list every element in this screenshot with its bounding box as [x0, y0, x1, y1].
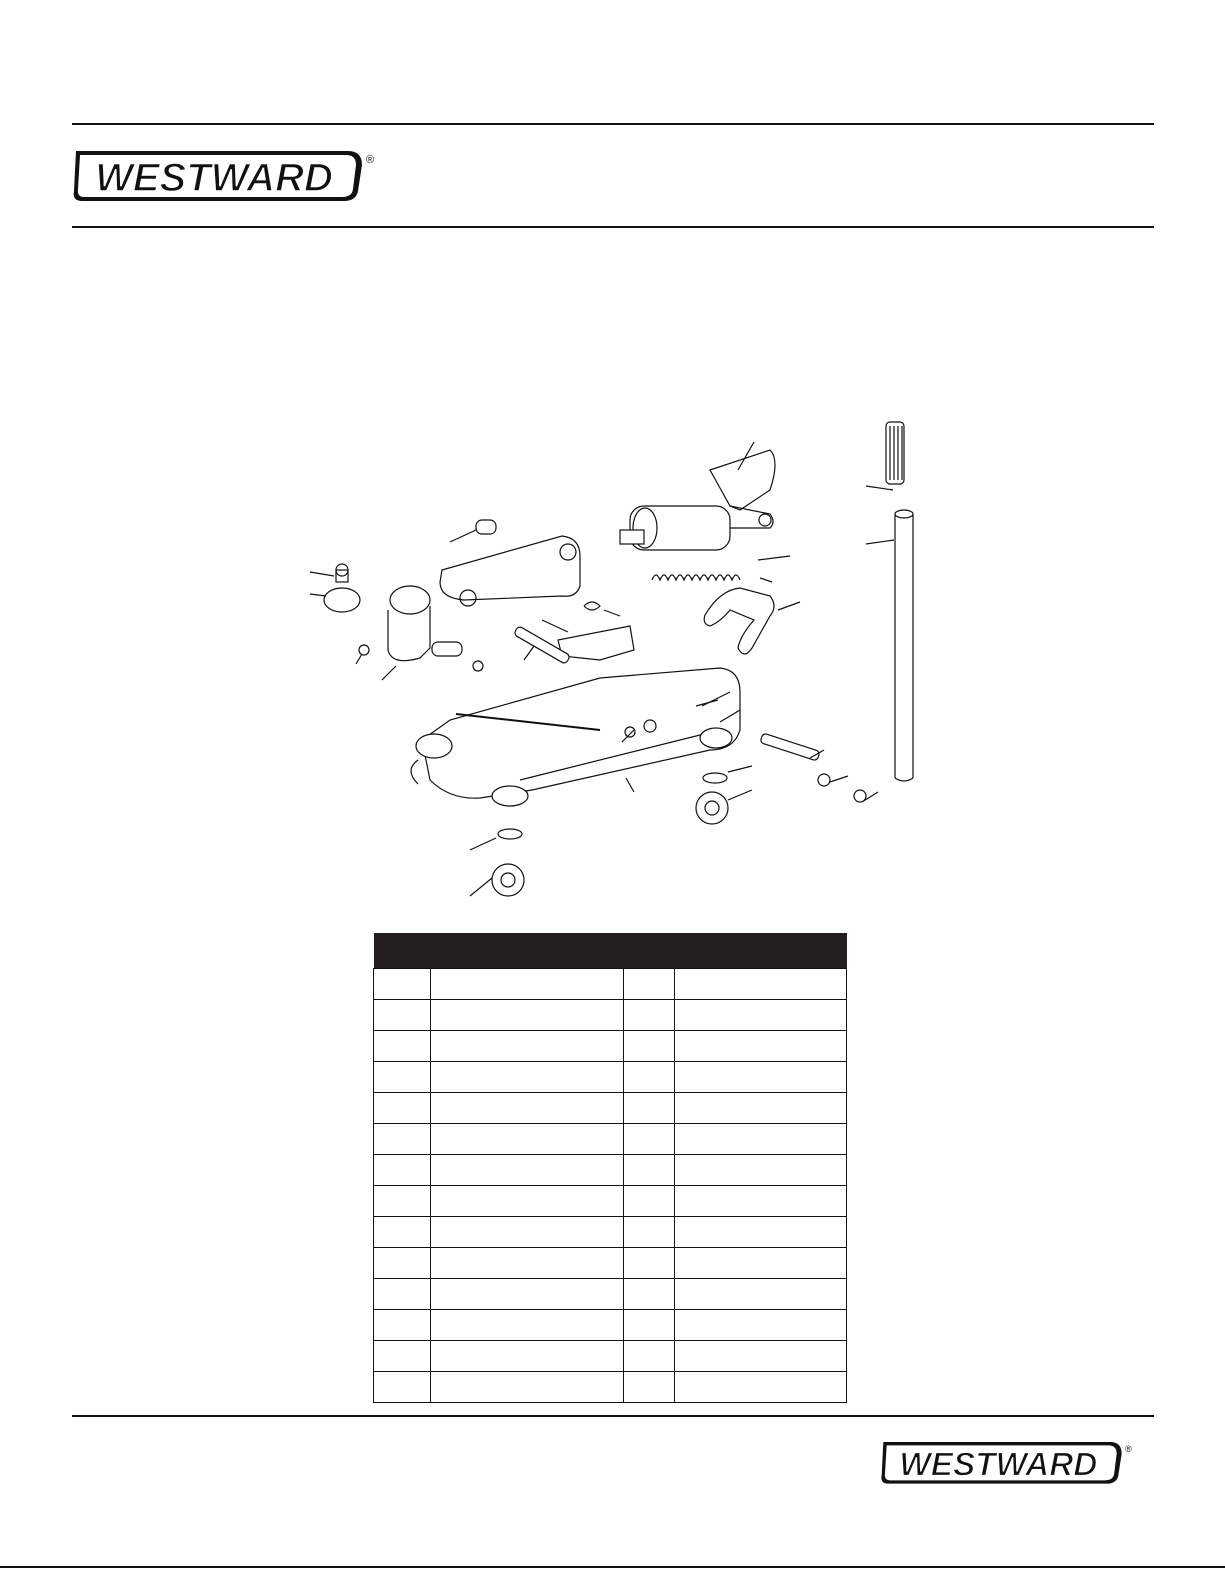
table-cell	[674, 1124, 846, 1155]
table-cell	[374, 1093, 431, 1124]
table-cell	[674, 1341, 846, 1372]
logo-wordmark: WESTWARD	[95, 156, 333, 200]
table-cell	[431, 1372, 623, 1403]
table-cell	[623, 1279, 674, 1310]
table-cell	[431, 1279, 623, 1310]
table-cell	[623, 1124, 674, 1155]
table-cell	[374, 969, 431, 1000]
table-cell	[623, 1000, 674, 1031]
header-logo	[72, 145, 375, 210]
footer-logo	[880, 1437, 1130, 1492]
table-cell	[674, 1155, 846, 1186]
table-cell	[374, 1000, 431, 1031]
table-cell	[674, 1217, 846, 1248]
table-row	[374, 1124, 847, 1155]
table-cell	[431, 1000, 623, 1031]
top-rule	[72, 123, 1154, 125]
table-cell	[623, 1217, 674, 1248]
table-row	[374, 1341, 847, 1372]
table-cell	[674, 1062, 846, 1093]
table-cell	[374, 1217, 431, 1248]
table-row	[374, 1372, 847, 1403]
table-cell	[374, 1155, 431, 1186]
table-cell	[623, 1341, 674, 1372]
table-cell	[431, 969, 623, 1000]
table-cell	[674, 1279, 846, 1310]
table-cell	[374, 1062, 431, 1093]
westward-logo-icon	[72, 145, 375, 205]
table-header-row	[374, 933, 847, 969]
table-row	[374, 1186, 847, 1217]
table-cell	[623, 1186, 674, 1217]
table-cell	[623, 1093, 674, 1124]
table-cell	[374, 1279, 431, 1310]
table-cell	[431, 1062, 623, 1093]
logo-registered-mark: ®	[1125, 1444, 1132, 1454]
table-cell	[674, 1031, 846, 1062]
table-cell	[623, 1372, 674, 1403]
table-row	[374, 1093, 847, 1124]
table-row	[374, 1062, 847, 1093]
table-cell	[431, 1093, 623, 1124]
table-cell	[623, 1031, 674, 1062]
table-row	[374, 1155, 847, 1186]
table-row	[374, 1279, 847, 1310]
table-cell	[431, 1031, 623, 1062]
table-row	[374, 1217, 847, 1248]
table-cell	[674, 969, 846, 1000]
table-row	[374, 1248, 847, 1279]
table-cell	[374, 1372, 431, 1403]
table-cell	[623, 1155, 674, 1186]
table-cell	[374, 1310, 431, 1341]
footer-rule	[72, 1415, 1154, 1417]
table-cell	[431, 1310, 623, 1341]
table-cell	[431, 1124, 623, 1155]
table-row	[374, 969, 847, 1000]
table-cell	[623, 1310, 674, 1341]
table-cell	[431, 1155, 623, 1186]
header-bottom-rule	[72, 226, 1154, 228]
table-row	[374, 1000, 847, 1031]
table-cell	[374, 1031, 431, 1062]
table-cell	[674, 1372, 846, 1403]
table-cell	[431, 1341, 623, 1372]
table-cell	[374, 1341, 431, 1372]
table-row	[374, 1031, 847, 1062]
logo-registered-mark: ®	[366, 154, 375, 166]
table-cell	[674, 1000, 846, 1031]
parts-list-table	[373, 933, 847, 1403]
table-cell	[374, 1124, 431, 1155]
table-cell	[623, 1062, 674, 1093]
table-cell	[674, 1093, 846, 1124]
table-cell	[431, 1248, 623, 1279]
table-cell	[674, 1310, 846, 1341]
floor-jack-exploded-view-icon	[300, 410, 920, 910]
table-cell	[374, 1248, 431, 1279]
table-cell	[374, 1186, 431, 1217]
table-cell	[674, 1186, 846, 1217]
table-cell	[623, 1248, 674, 1279]
table-cell	[431, 1186, 623, 1217]
table-cell	[623, 969, 674, 1000]
table-row	[374, 1310, 847, 1341]
logo-wordmark: WESTWARD	[899, 1446, 1098, 1484]
westward-logo-icon	[880, 1437, 1130, 1487]
table-cell	[431, 1217, 623, 1248]
table-cell	[674, 1248, 846, 1279]
bottom-rule	[0, 1566, 1225, 1568]
exploded-parts-diagram	[300, 410, 920, 910]
table-header-bar	[374, 933, 847, 969]
